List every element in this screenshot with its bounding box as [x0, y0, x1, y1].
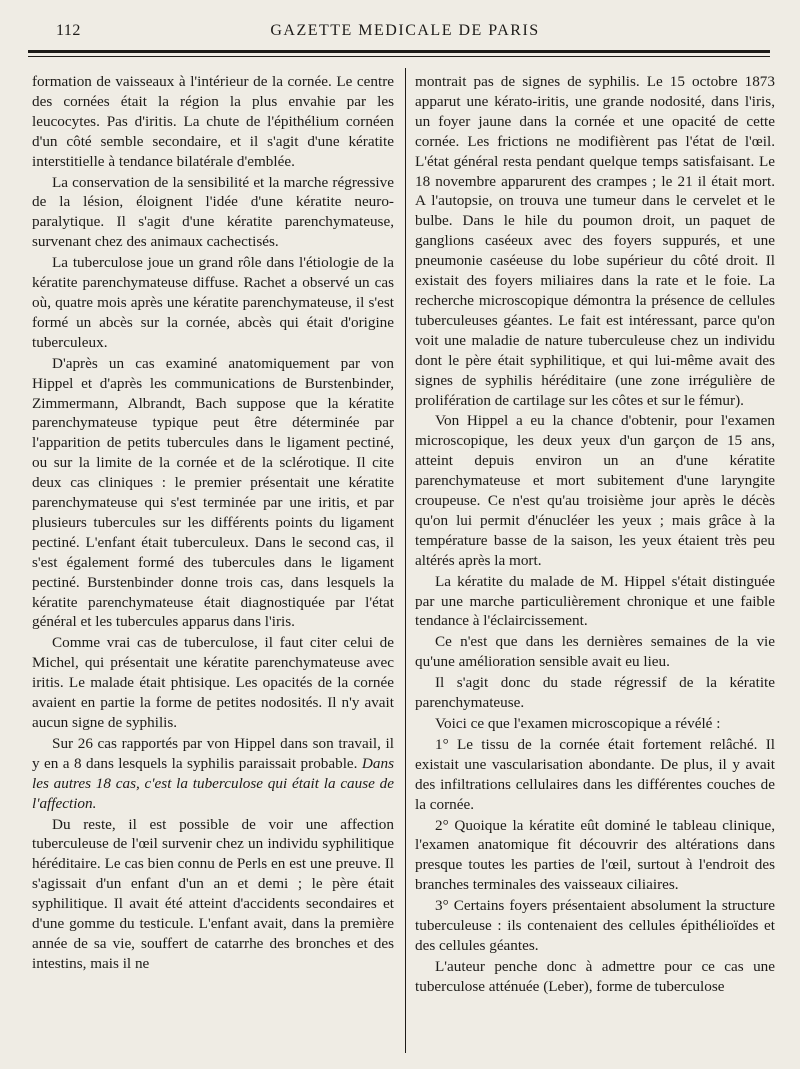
- paragraph: formation de vaisseaux à l'intérieur de la cornée. Le centre des cornées était la région la plus envahie par les leucocytes. Pas d'iritis. La chute de l'épithélium cornéen d'un côté semble secondaire, et il s'agit d'une kératite interstitielle à tendance bilatérale d'emblée.: [32, 73, 394, 170]
- paragraph-text: Sur 26 cas rapportés par von Hippel dans son travail, il y en a 8 dans lesquels la syphilis paraissait probable.: [32, 734, 394, 772]
- paragraph: Voici ce que l'examen microscopique a révélé :: [435, 715, 721, 732]
- journal-title: GAZETTE MEDICALE DE PARIS: [270, 22, 540, 39]
- page-number: 112: [56, 22, 81, 39]
- column-divider: [405, 68, 406, 1053]
- paragraph: 1° Le tissu de la cornée était fortement relâché. Il existait une vascularisation abondante. De plus, il y avait des infiltrations cellulaires dans les différentes couches de la cornée.: [415, 735, 775, 813]
- paragraph: D'après un cas examiné anatomiquement par von Hippel et d'après les communications de Burstenbinder, Zimmermann, Albrandt, Bach suppose que la kératite parenchymateuse typique peut être déterminée par l'apparition de petits tubercules dans le ligament pectiné, ou sur la limite de la cornée et de la sclérotique. Il cite deux cas cliniques : le premier présentait une kératite parenchymateuse qui s'est terminée par une iritis, et par plusieurs tubercules sur les différents points du ligament pectiné. L'enfant était tuberculeux. Dans le second cas, il s'est également formé des tubercules dans le ligament pectiné. Burstenbinder donne trois cas, dans lesquels la kératite parenchymateuse était diagnostiquée par l'état général et les tubercules apparus dans l'iris.: [32, 354, 394, 631]
- paragraph: La kératite du malade de M. Hippel s'était distinguée par une marche particulièrement chronique et une faible tendance à l'éclaircissement.: [415, 572, 775, 630]
- paragraph: Von Hippel a eu la chance d'obtenir, pour l'examen microscopique, les deux yeux d'un garçon de 15 ans, atteint depuis environ un an d'une kératite parenchymateuse et mort subitement d'une laryngite croupeuse. Ce n'est qu'au troisième jour après le décès qu'on lui permit d'énucléer les yeux ; mais grâce à la température basse de la saison, les yeux étaient très peu altérés après la mort.: [415, 412, 775, 569]
- left-column: [32, 72, 394, 974]
- right-column: [415, 72, 775, 997]
- paragraph: Comme vrai cas de tuberculose, il faut citer celui de Michel, qui présentait une kératite parenchymateuse avec iritis. Le malade était phtisique. Les opacités de la cornée avaient en partie la forme de petites nodosités. Il n'y avait aucun signe de syphilis.: [32, 634, 394, 731]
- page-header: [40, 20, 770, 44]
- paragraph: La tuberculose joue un grand rôle dans l'étiologie de la kératite parenchymateuse diffuse. Rachet a observé un cas où, quatre mois après une kératite parenchymateuse, il s'est formé un abcès sur la cornée, abcès qui était d'origine tuberculeux.: [32, 254, 394, 351]
- paragraph: Du reste, il est possible de voir une affection tuberculeuse de l'œil survenir chez un individu syphilitique héréditaire. Le cas bien connu de Perls en est une preuve. Il s'agissait d'un enfant d'un an et demi ; le père était syphilitique. Il avait été atteint d'accidents secondaires et d'une gomme du testicule. L'enfant avait, dans la première année de sa vie, souffert de catarrhe des bronches et des intestins, mais il ne: [32, 815, 394, 972]
- paragraph: montrait pas de signes de syphilis. Le 15 octobre 1873 apparut une kérato-iritis, une grande nodosité, dans l'iris, un foyer jaune dans la cornée et une opacité de cette cornée. Les frictions ne modifièrent pas l'état de l'œil. L'état général resta pendant quelque temps satisfaisant. Le 18 novembre apparurent des crampes ; le 21 il était mort. A l'autopsie, on trouva une tumeur dans le cervelet et le bulbe. Dans le hile du poumon droit, un paquet de ganglions caséeux avec des foyers suppurés, et une pneumonie caséeuse du lobe supérieur du côté droit. Il existait des foyers miliaires dans la rate et le foie. La recherche microscopique démontra la présence de cellules tuberculeuses géantes. Le fait est intéressant, parce qu'on voit une maladie de nature tuberculeuse chez un individu dont le père était syphilitique, et qui lui-même avait des signes de syphilis héréditaire (une zone irrégulière de prolifération de cartilage sur les côtes et sur le fémur).: [415, 73, 775, 409]
- paragraph: 3° Certains foyers présentaient absolument la structure tuberculeuse : ils contenaient des cellules épithélioïdes et des cellules géantes.: [415, 897, 775, 954]
- header-rule-thick: [28, 50, 770, 53]
- paragraph: Il s'agit donc du stade régressif de la kératite parenchymateuse.: [415, 674, 775, 712]
- italic-emphasis: Dans les autres 18 cas, c'est la tuberculose qui était la cause de l'affection.: [32, 754, 394, 812]
- paragraph: 2° Quoique la kératite eût dominé le tableau clinique, l'examen anatomique fit découvrir des altérations dans presque toutes les parties de l'œil, surtout à l'endroit des branches terminales des vaisseaux ciliaires.: [415, 816, 775, 894]
- paragraph: L'auteur penche donc à admettre pour ce cas une tuberculose atténuée (Leber), forme de tuberculose: [415, 957, 775, 995]
- header-rule-thin: [28, 56, 770, 57]
- paragraph: [32, 734, 394, 814]
- paragraph: La conservation de la sensibilité et la marche régressive de la lésion, éloignent l'idée d'une kératite neuro-paralytique. Il s'agit d'une kératite parenchymateuse, survenant chez des animaux cachectisés.: [32, 173, 394, 251]
- paragraph: Ce n'est que dans les dernières semaines de la vie qu'une amélioration sensible avait eu lieu.: [415, 633, 775, 671]
